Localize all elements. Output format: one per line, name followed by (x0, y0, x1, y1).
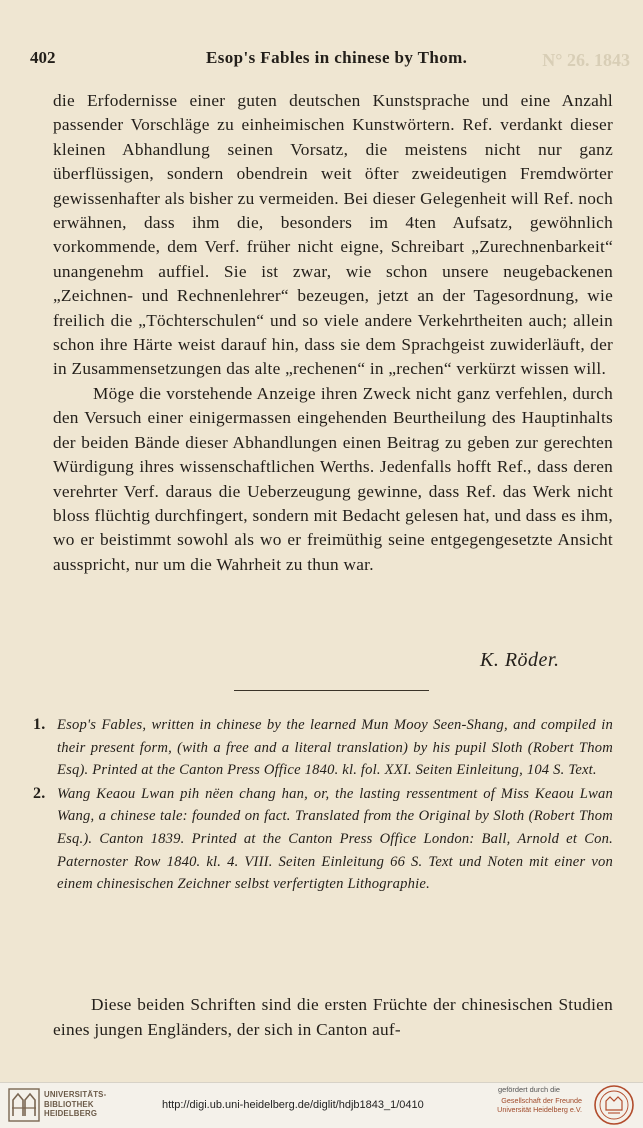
paragraph: Möge die vorstehende Anzeige ihren Zweck nicht ganz verfehlen, durch den Versuch einer einigermassen eingehenden Beurtheilung des Hauptinhalts der beiden Bände dieser Abhandlungen einen Beitrag zu geben zur gerechten Würdigung ihres wissenschaftlichen Werths. Jedenfalls hofft Ref., dass deren verehrter Verf. daraus die Ueberzeugung gewinne, dass Ref. das Werk nicht bloss flüchtig durchfingert, sondern mit Bedacht gelesen hat, und dass es ihm, wo er beistimmt sowohl als wo er freimüthig seine entgegengesetzte Ansicht ausspricht, nur um die Wahrheit zu thun war. (53, 383, 613, 574)
digitization-footer (0, 1082, 643, 1128)
entry-number: 1. (33, 716, 46, 733)
show-through-text: N° 26. 1843 (542, 50, 630, 70)
bibliography-entry (33, 714, 613, 782)
library-name: UNIVERSITÄTS- BIBLIOTHEK HEIDELBERG (44, 1090, 107, 1118)
review-body (53, 89, 613, 577)
author-signature: K. Röder. (480, 649, 560, 671)
entry-text: Esop's Fables, written in chinese by the learned Mun Mooy Seen-Shang, and compiled in their present form, (with a free and a literal translation) by his pupil Sloth (Robert Thom Esq). Printed at the Canton Press Office 1840. kl. fol. XXI. Seiten Einleitung, 104 S. Text. (57, 717, 613, 779)
society-name: Gesellschaft der Freunde Universität Heidelberg e.V. (497, 1096, 582, 1114)
running-title: Esop's Fables in chinese by Thom. (206, 48, 468, 67)
entry-text: Wang Keaou Lwan pih nëen chang han, or, the lasting ressentment of Miss Keaou Lwan Wang, a chinese tale: founded on fact. Translated from the Original by Sloth (Robert Thom Esq.). Canton 1839. Printed at the Canton Press Office London: Ball, Arnold et Con. Paternoster Row 1840. kl. 4. VIII. Seiten Einleitung 66 S. Text und Noten mit einer von einem chinesischen Zeichner selbst verfertigten Lithographie. (57, 785, 613, 893)
section-divider (234, 690, 429, 691)
paragraph: die Erfodernisse einer guten deutschen Kunstsprache und eine Anzahl passender Vorschläge zu einheimischen Kunstwörtern. Ref. verdankt dieser kleinen Abhandlung seinen Vorsatz, die meistens nicht nur ganz überflüssigen, sondern obendrein weit öfter zweideutigen Fremdwörter gewissenhafter als bisher zu vermeiden. Bei dieser Gelegenheit will Ref. noch erwähnen, dass ihm die, besonders im 4ten Aufsatz, gewöhnlich vorkommende, dem Verf. früher nicht eigne, Schreibart „Zurechnenbarkeit“ unangenehm auffiel. Sie ist zwar, wie schon unsere neugebackenen „Zeichnen- und Rechnenlehrer“ bezeugen, jetzt an der Tagesordnung, wie freilich die „Töchterschulen“ und so viele andere Verkehrtheiten auch; allein schon ihre Härte weist darauf hin, dass sie dem Sprachgeist zuwiderläuft, der in Zusammensetzungen das alte „rechenen“ in „rechen“ verkürzt wissen will. (53, 91, 613, 379)
bibliography-entry (33, 783, 613, 896)
entry-number: 2. (33, 784, 46, 802)
page-number: 402 (30, 48, 56, 67)
bibliography-list (33, 714, 613, 896)
digital-copy-link[interactable]: http://digi.ub.uni-heidelberg.de/diglit/hdjb1843_1/0410 (162, 1099, 424, 1111)
society-seal-icon (592, 1084, 636, 1126)
funded-by-label: gefördert durch die (498, 1085, 561, 1094)
running-header (30, 44, 630, 72)
university-library-logo-icon (8, 1088, 40, 1122)
paragraph: Diese beiden Schriften sind die ersten Früchte der chinesischen Studien eines jungen Engländers, der sich in Canton auf- (53, 995, 613, 1039)
